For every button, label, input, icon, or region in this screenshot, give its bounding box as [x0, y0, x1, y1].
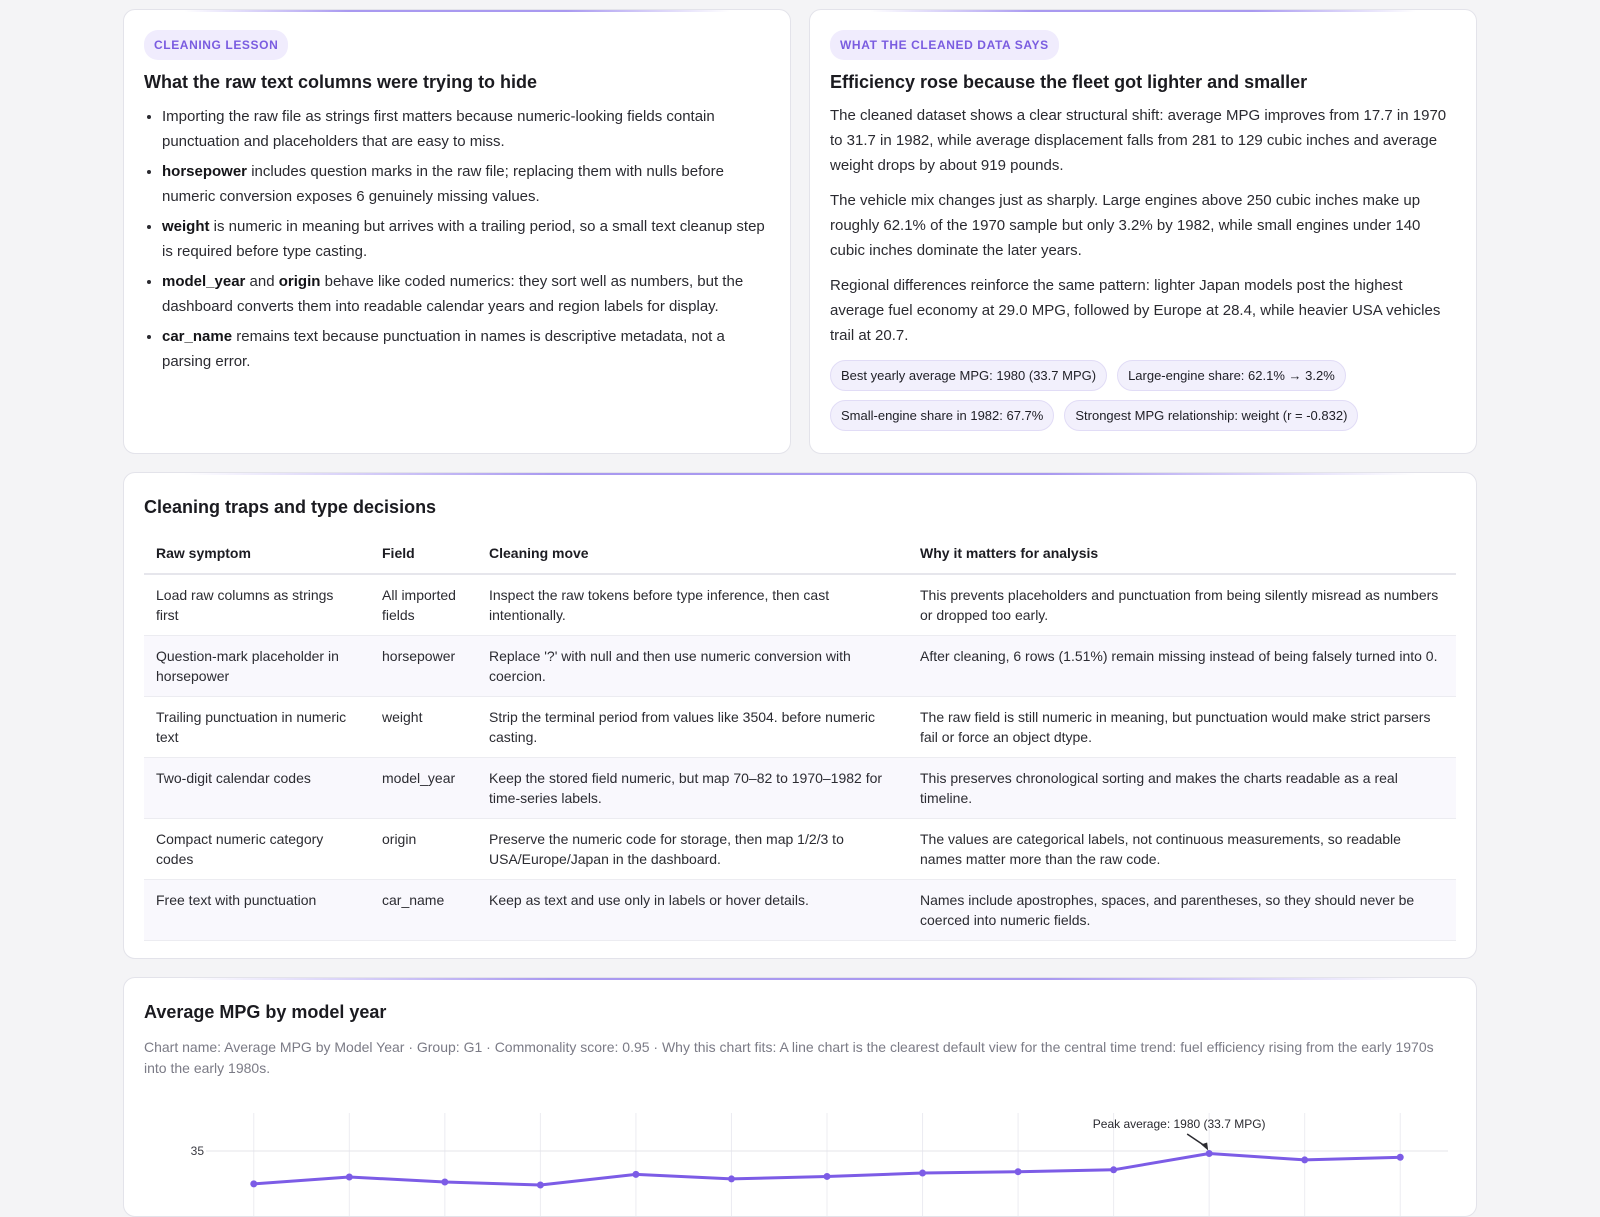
field-name: car_name: [162, 328, 233, 345]
cleaning-lesson-list: [144, 105, 770, 374]
table-cell: Keep as text and use only in labels or hover details.: [477, 880, 908, 941]
data-point: [1301, 1156, 1308, 1163]
insight-paragraph: The cleaned dataset shows a clear structural shift: average MPG improves from 17.7 in 1970 to 31.7 in 1982, while average displacement falls from 281 to 129 cubic inches and average weight drops by about 919 pounds.: [830, 107, 1447, 174]
cleaning-traps-title: Cleaning traps and type decisions: [144, 497, 437, 517]
lesson-item-text: behave like coded numerics: they sort well as numbers, but the dashboard converts them into readable calendar years and region labels for display.: [162, 273, 744, 315]
insight-chips: [830, 360, 1456, 431]
cleaning-lesson-tag: CLEANING LESSON: [144, 30, 288, 60]
table-cell: The values are categorical labels, not continuous measurements, so readable names matter more than the raw code.: [908, 819, 1456, 880]
lesson-item-text: is numeric in meaning but arrives with a trailing period, so a small text cleanup step is required before type casting.: [162, 218, 765, 260]
data-point: [441, 1178, 448, 1185]
table-cell: model_year: [370, 758, 477, 819]
insight-card: [809, 9, 1477, 454]
table-cell: Strip the terminal period from values like 3504. before numeric casting.: [477, 697, 908, 758]
lesson-item: [162, 325, 770, 374]
stat-chip: Large-engine share: 62.1% → 3.2%: [1117, 360, 1346, 391]
table-row: [144, 819, 1456, 880]
insight-paragraph: The vehicle mix changes just as sharply. Large engines above 250 cubic inches make up roughly 62.1% of the 1970 sample but only 3.2% by 1982, while small engines under 140 cubic inches dominate the later years.: [830, 192, 1421, 259]
table-cell: Replace '?' with null and then use numeric conversion with coercion.: [477, 636, 908, 697]
column-header: Field: [370, 533, 477, 574]
column-header: Cleaning move: [477, 533, 908, 574]
insight-title: Efficiency rose because the fleet got lighter and smaller: [830, 72, 1308, 92]
data-point: [1206, 1150, 1213, 1157]
stat-chip: Best yearly average MPG: 1980 (33.7 MPG): [830, 360, 1107, 391]
table-cell: Names include apostrophes, spaces, and parentheses, so they should never be coerced into numeric fields.: [908, 880, 1456, 941]
lesson-item-text: Importing the raw file as strings first matters because numeric-looking fields contain punctuation and placeholders that are easy to miss.: [162, 108, 715, 150]
table-cell: Inspect the raw tokens before type inference, then cast intentionally.: [477, 574, 908, 636]
table-cell: Trailing punctuation in numeric text: [144, 697, 370, 758]
table-cell: This prevents placeholders and punctuation from being silently misread as numbers or dropped too early.: [908, 574, 1456, 636]
data-point: [1397, 1154, 1404, 1161]
table-cell: The raw field is still numeric in meaning, but punctuation would make strict parsers fail or force an object dtype.: [908, 697, 1456, 758]
table-cell: This preserves chronological sorting and makes the charts readable as a real timeline.: [908, 758, 1456, 819]
table-row: [144, 758, 1456, 819]
chart-subtitle: Chart name: Average MPG by Model Year · Group: G1 · Commonality score: 0.95 · Why this chart fits: A line chart is the clearest default view for the central time trend: fuel efficiency rising from the early 1970s into the early 1980s.: [144, 1039, 1434, 1076]
table-cell: Question-mark placeholder in horsepower: [144, 636, 370, 697]
data-point: [1110, 1166, 1117, 1173]
chart-title: Average MPG by model year: [144, 1002, 387, 1022]
table-cell: car_name: [370, 880, 477, 941]
column-header: Raw symptom: [144, 533, 370, 574]
column-header: Why it matters for analysis: [908, 533, 1456, 574]
lesson-item-text: includes question marks in the raw file; replacing them with nulls before numeric conversion exposes 6 genuinely missing values.: [162, 163, 724, 205]
cleaning-traps-card: [123, 472, 1477, 959]
table-cell: Preserve the numeric code for storage, then map 1/2/3 to USA/Europe/Japan in the dashboard.: [477, 819, 908, 880]
joiner-text: and: [245, 273, 279, 290]
table-header-row: [144, 533, 1456, 574]
field-name: origin: [278, 273, 321, 290]
insight-tag: WHAT THE CLEANED DATA SAYS: [830, 30, 1059, 60]
table-cell: Keep the stored field numeric, but map 70–82 to 1970–1982 for time-series labels.: [477, 758, 908, 819]
table-row: [144, 880, 1456, 941]
lesson-item: [162, 160, 770, 209]
cleaning-traps-table: [144, 533, 1456, 941]
table-cell: All imported fields: [370, 574, 477, 636]
data-point: [346, 1174, 353, 1181]
table-row: [144, 636, 1456, 697]
table-row: [144, 574, 1456, 636]
data-point: [728, 1175, 735, 1182]
table-cell: horsepower: [370, 636, 477, 697]
lesson-item: [162, 270, 770, 319]
data-point: [632, 1171, 639, 1178]
table-cell: Compact numeric category codes: [144, 819, 370, 880]
stat-chip: Strongest MPG relationship: weight (r = -0.832): [1064, 400, 1358, 431]
table-cell: Free text with punctuation: [144, 880, 370, 941]
cleaning-lesson-title: What the raw text columns were trying to hide: [144, 72, 538, 92]
mpg-chart-card: [123, 977, 1477, 1217]
field-name: weight: [162, 218, 210, 235]
data-point: [919, 1170, 926, 1177]
table-cell: Load raw columns as strings first: [144, 574, 370, 636]
table-cell: origin: [370, 819, 477, 880]
stat-chip: Small-engine share in 1982: 67.7%: [830, 400, 1054, 431]
lesson-item: [162, 105, 770, 154]
mpg-line-chart: [144, 1078, 1458, 1217]
field-name: horsepower: [162, 163, 248, 180]
table-cell: After cleaning, 6 rows (1.51%) remain missing instead of being falsely turned into 0.: [908, 636, 1456, 697]
lesson-item-text: remains text because punctuation in names is descriptive metadata, not a parsing error.: [162, 328, 725, 370]
field-name: model_year: [162, 273, 246, 290]
data-point: [824, 1173, 831, 1180]
annotation-label: Peak average: 1980 (33.7 MPG): [1092, 1117, 1266, 1131]
table-cell: Two-digit calendar codes: [144, 758, 370, 819]
y-tick-label: 35: [190, 1144, 204, 1158]
insight-paragraph: Regional differences reinforce the same pattern: lighter Japan models post the highest average fuel economy at 29.0 MPG, followed by Europe at 28.4, while heavier USA vehicles trail at 20.7.: [830, 277, 1441, 344]
data-point: [1015, 1168, 1022, 1175]
lesson-item: [162, 215, 770, 264]
data-point: [250, 1180, 257, 1187]
data-point: [537, 1182, 544, 1189]
cleaning-lesson-card: [123, 9, 791, 454]
table-cell: weight: [370, 697, 477, 758]
table-row: [144, 697, 1456, 758]
